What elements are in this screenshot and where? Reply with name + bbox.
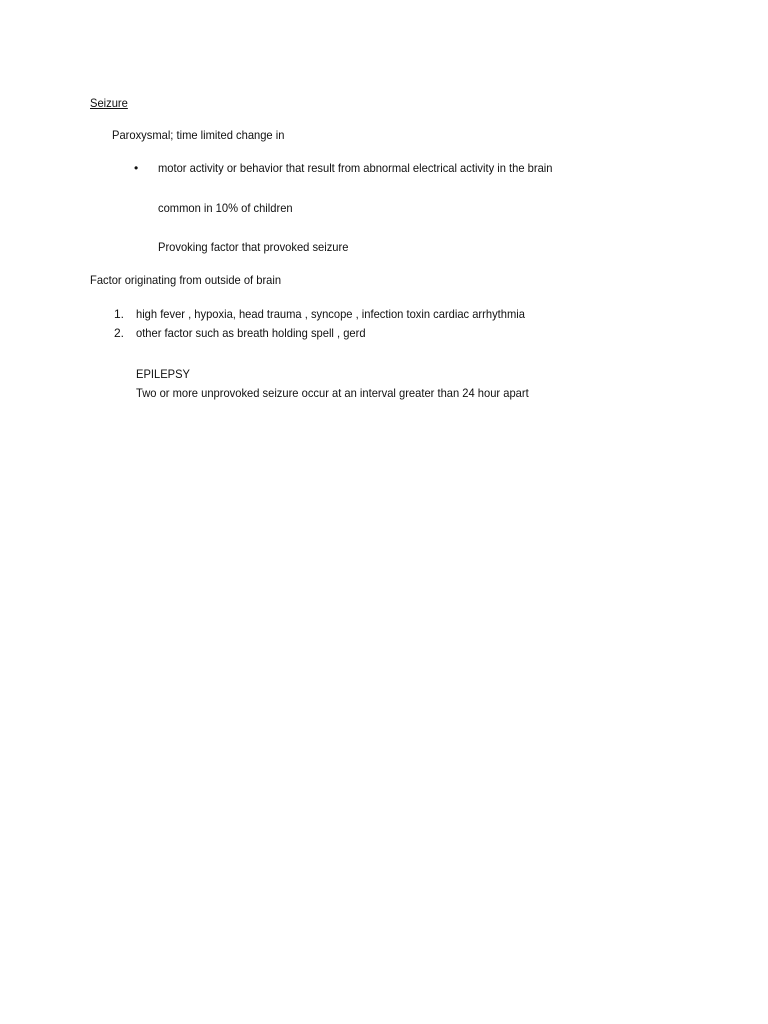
note-common-in-children: common in 10% of children [158, 201, 293, 215]
list-number: 2. [114, 326, 125, 340]
seizure-definition: Paroxysmal; time limited change in [112, 128, 285, 142]
epilepsy-definition: Two or more unprovoked seizure occur at an interval greater than 24 hour apart [136, 386, 529, 400]
list-item-factor-2: other factor such as breath holding spell , gerd [136, 326, 366, 340]
bullet-item-motor-activity: motor activity or behavior that result from abnormal electrical activity in the brain [158, 161, 553, 175]
section-title-seizure: Seizure [90, 96, 128, 110]
note-provoking-factor: Provoking factor that provoked seizure [158, 240, 349, 254]
list-item-factor-1: high fever , hypoxia, head trauma , syncope , infection toxin cardiac arrhythmia [136, 307, 525, 321]
list-number: 1. [114, 307, 125, 321]
bullet-icon: • [134, 161, 139, 175]
factor-heading: Factor originating from outside of brain [90, 273, 282, 287]
epilepsy-heading: EPILEPSY [136, 367, 190, 381]
